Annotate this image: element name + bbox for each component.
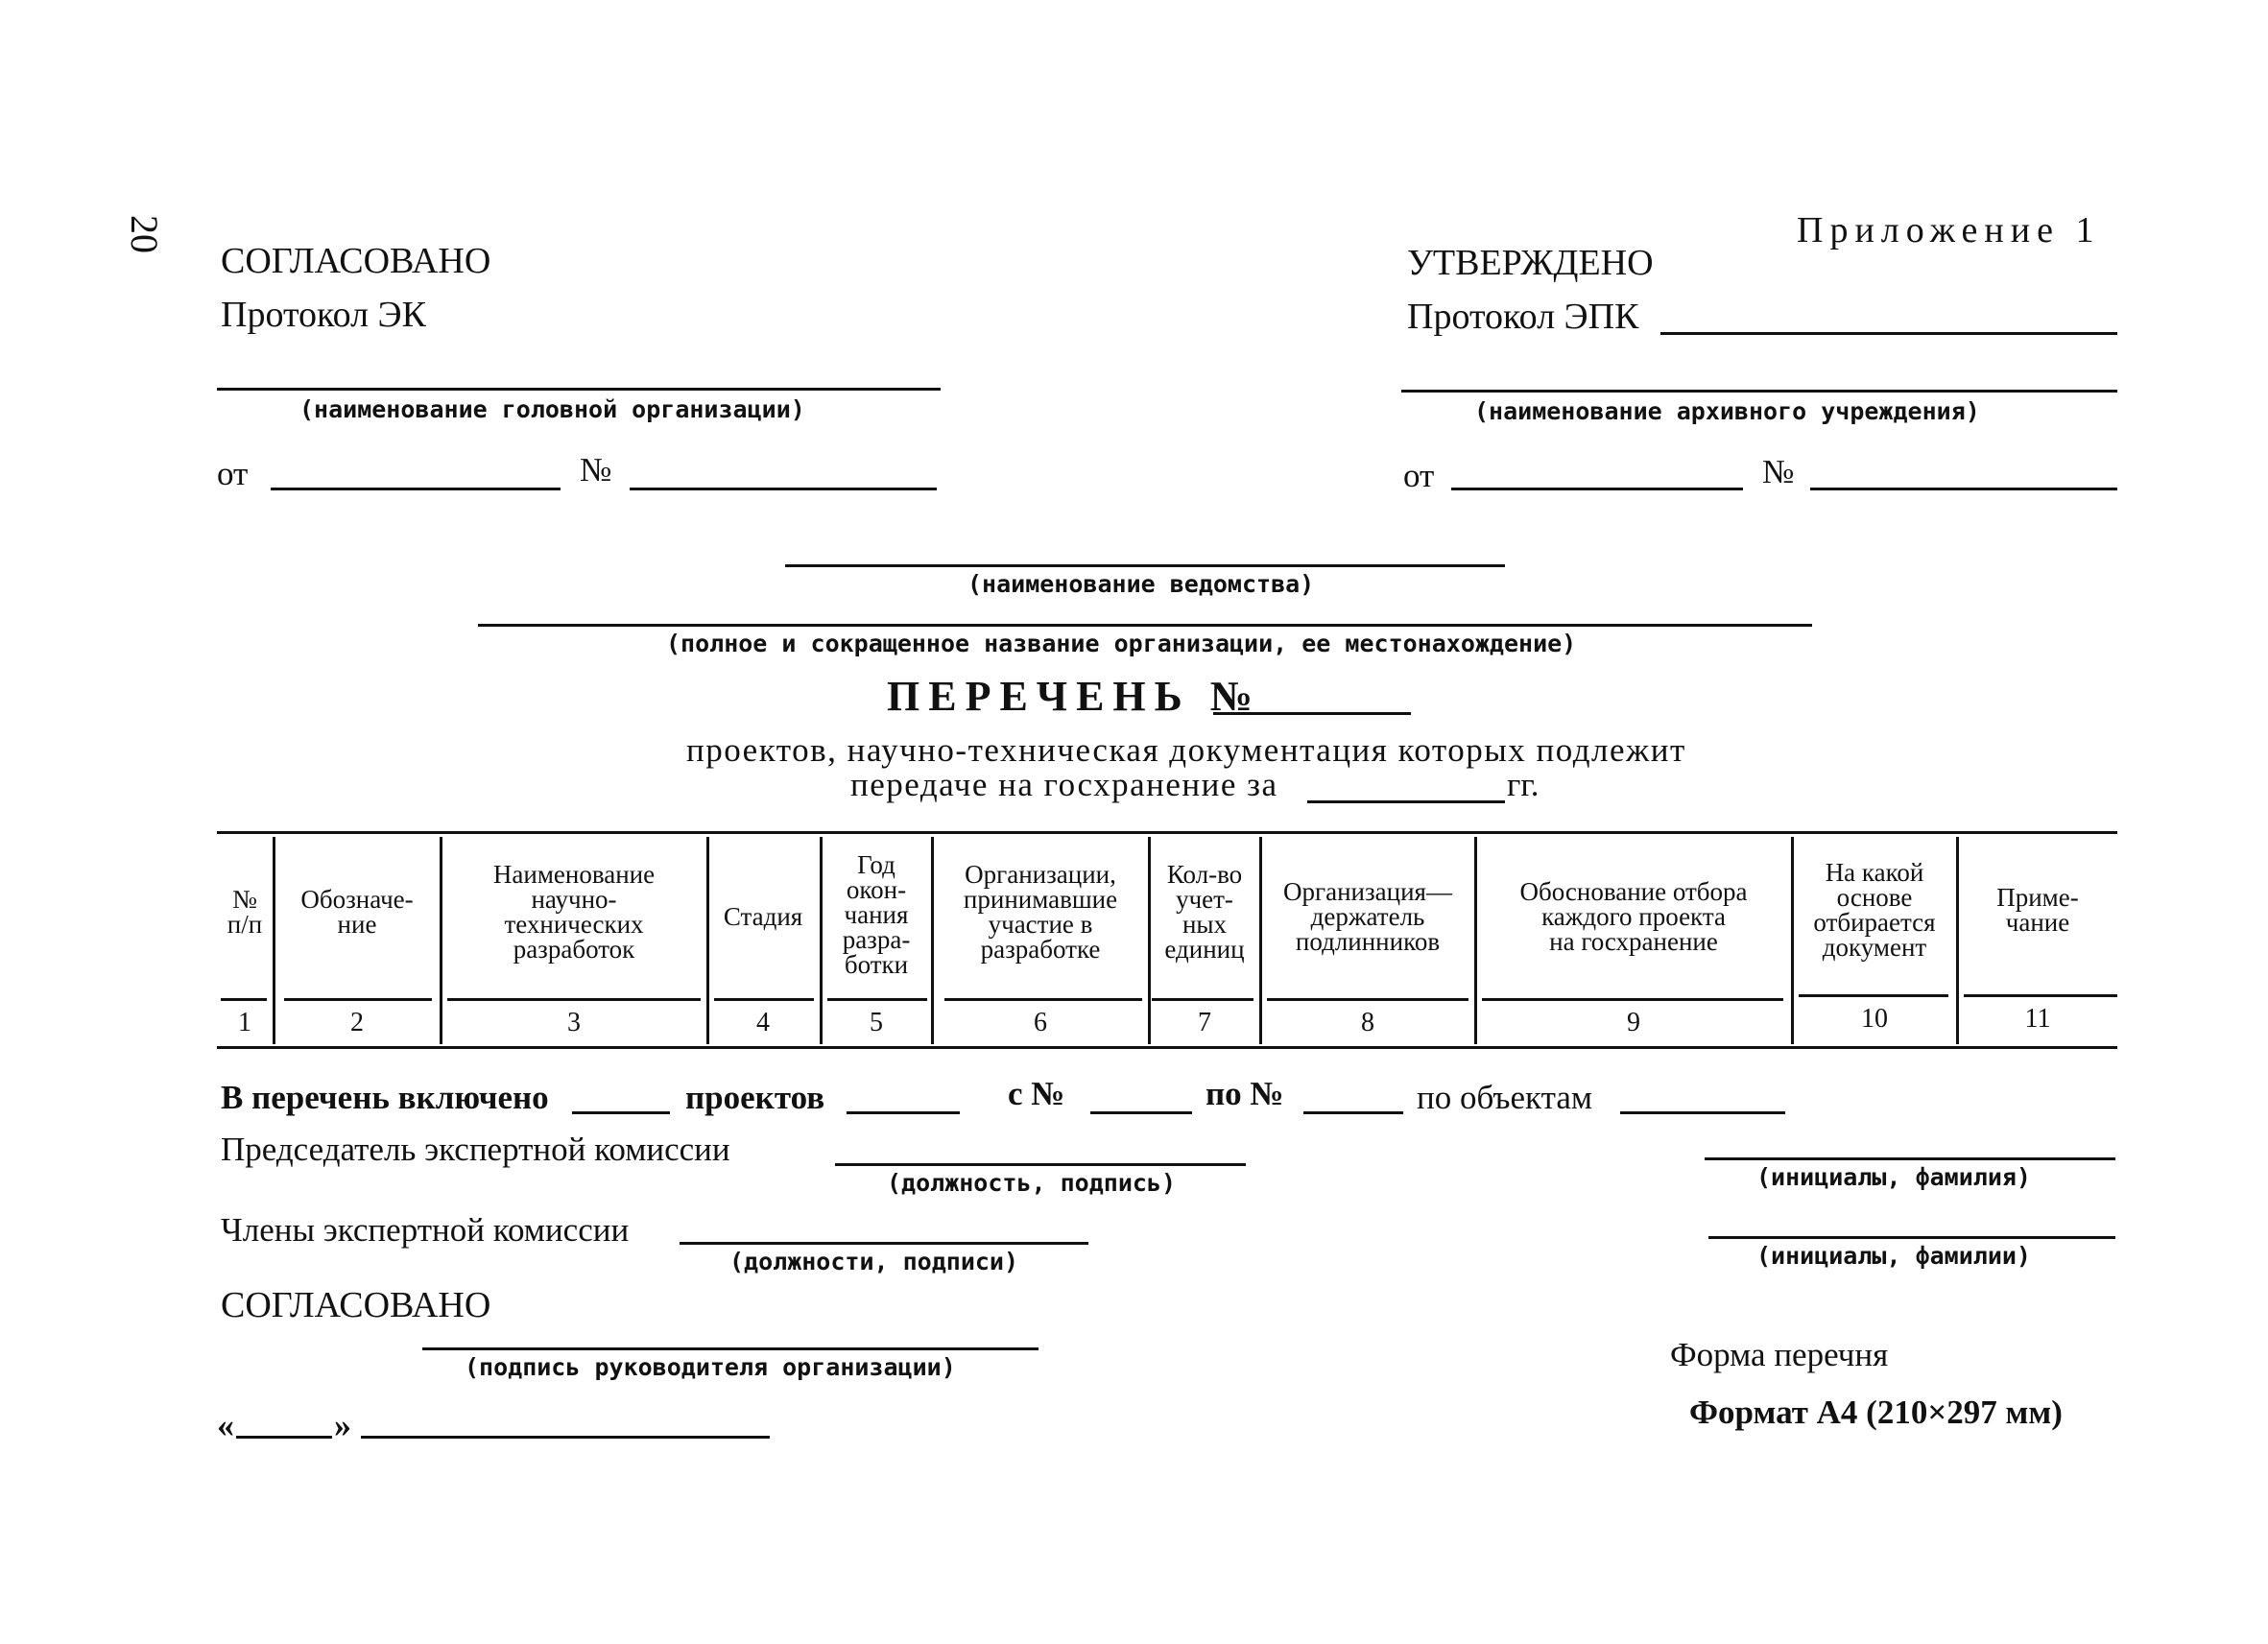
table-row-separator (447, 998, 701, 1001)
date-day-line (236, 1436, 332, 1439)
chairman-name-line (1705, 1157, 2115, 1160)
left-no-line (630, 488, 937, 490)
column-header: Год окон- чания разра- ботки (842, 850, 911, 979)
included-count-line (572, 1111, 670, 1114)
column-header: Обоснование отбора каждого проекта на госхранение (1519, 877, 1748, 956)
column-number: 6 (1034, 1008, 1047, 1037)
table-row-separator (1964, 994, 2117, 997)
years-line (1307, 800, 1505, 803)
projects-count-line (847, 1111, 960, 1114)
table-row-separator (944, 998, 1142, 1001)
org-full-line (478, 624, 1812, 627)
column-number: 11 (2024, 1004, 2051, 1034)
date-quote-close: » (334, 1406, 351, 1444)
left-org-line (217, 388, 941, 391)
column-number: 4 (756, 1008, 770, 1037)
right-protocol-line (1660, 332, 2117, 335)
right-from-line (1451, 488, 1743, 490)
column-header: Наименование научно- технических разработок (492, 860, 656, 964)
column-number: 7 (1198, 1008, 1211, 1037)
column-number: 8 (1361, 1008, 1374, 1037)
column-header: Стадия (723, 902, 803, 931)
bottom-agreed-heading: СОГЛАСОВАНО (221, 1285, 491, 1325)
table-row-separator (1482, 998, 1783, 1001)
to-number-label: по № (1206, 1075, 1284, 1112)
right-org-caption: (наименование архивного учреждения) (1474, 397, 1980, 425)
right-approved-heading: УТВЕРЖДЕНО (1407, 243, 1654, 283)
column-number: 3 (567, 1008, 581, 1037)
column-header: Кол-во учет- ных единиц (1164, 860, 1245, 964)
column-number: 10 (1861, 1004, 1888, 1034)
column-number: 9 (1627, 1008, 1640, 1037)
subtitle-line-1: проектов, научно-техническая документация которых подлежит (686, 731, 1686, 769)
chairman-label: Председатель экспертной комиссии (221, 1131, 730, 1168)
column-header: Приме- чание (1996, 883, 2079, 937)
column-header: Организации, принимавшие участие в разработке (963, 860, 1118, 964)
column-number: 1 (238, 1008, 251, 1037)
chairman-position-line (835, 1163, 1246, 1166)
objects-label: по объектам (1417, 1079, 1592, 1116)
chairman-position-caption: (должность, подпись) (887, 1169, 1177, 1197)
column-header: Обозначе- ние (300, 885, 414, 939)
right-no-label: № (1762, 453, 1795, 490)
column-number: 2 (350, 1008, 364, 1037)
ministry-line (785, 564, 1505, 567)
left-agreed-heading: СОГЛАСОВАНО (221, 241, 491, 281)
ministry-caption: (наименование ведомства) (967, 570, 1315, 598)
members-name-line (1708, 1236, 2115, 1239)
included-label: В перечень включено (221, 1079, 549, 1116)
right-org-line (1401, 390, 2117, 393)
subtitle-line-2b: гг. (1507, 766, 1540, 803)
left-from-line (271, 488, 561, 490)
from-number-label: с № (1008, 1075, 1065, 1112)
table-bottom-border (217, 1046, 2117, 1049)
members-label: Члены экспертной комиссии (221, 1211, 630, 1249)
members-position-caption: (должности, подписи) (729, 1248, 1019, 1275)
table-row-separator (284, 998, 432, 1001)
table-row-separator (827, 998, 927, 1001)
head-signature-caption: (подпись руководителя организации) (465, 1353, 956, 1381)
subtitle-line-2a: передаче на госхранение за (850, 766, 1278, 803)
date-quote-open: « (217, 1406, 234, 1444)
title-number-line (1213, 712, 1411, 715)
left-no-label: № (580, 451, 612, 488)
form-name: Форма перечня (1670, 1336, 1889, 1373)
left-from-label: от (217, 455, 249, 492)
column-header: Организация— держатель подлинников (1283, 877, 1452, 956)
left-org-caption: (наименование головной организации) (299, 395, 805, 423)
table-top-border (217, 831, 2117, 834)
to-number-line (1303, 1111, 1403, 1114)
chairman-name-caption: (инициалы, фамилия) (1756, 1163, 2031, 1191)
table-row-separator (1152, 998, 1253, 1001)
right-no-line (1810, 488, 2117, 490)
left-protocol-label: Протокол ЭК (221, 295, 426, 335)
org-full-caption: (полное и сокращенное название организации, ее местонахождение) (666, 630, 1577, 657)
column-header: На какой основе отбирается документ (1813, 858, 1936, 962)
members-position-line (680, 1242, 1088, 1245)
date-month-line (361, 1436, 770, 1439)
form-format: Формат А4 (210×297 мм) (1689, 1394, 2063, 1431)
projects-label: проектов (685, 1079, 825, 1116)
document-title: ПЕРЕЧЕНЬ № (887, 673, 1261, 720)
members-name-caption: (инициалы, фамилии) (1756, 1242, 2031, 1270)
page-number: 20 (123, 215, 166, 253)
table-row-separator (1267, 998, 1468, 1001)
table-row-separator (1799, 994, 1948, 997)
from-number-line (1090, 1111, 1192, 1114)
head-signature-line (422, 1347, 1039, 1350)
table-row-separator (221, 998, 267, 1001)
column-header: № п/п (227, 885, 263, 939)
column-number: 5 (870, 1008, 883, 1037)
objects-line (1620, 1111, 1785, 1114)
appendix-label: Приложение 1 (1797, 210, 2101, 250)
table-row-separator (714, 998, 814, 1001)
right-from-label: от (1403, 457, 1435, 494)
right-protocol-label: Протокол ЭПК (1407, 297, 1639, 337)
